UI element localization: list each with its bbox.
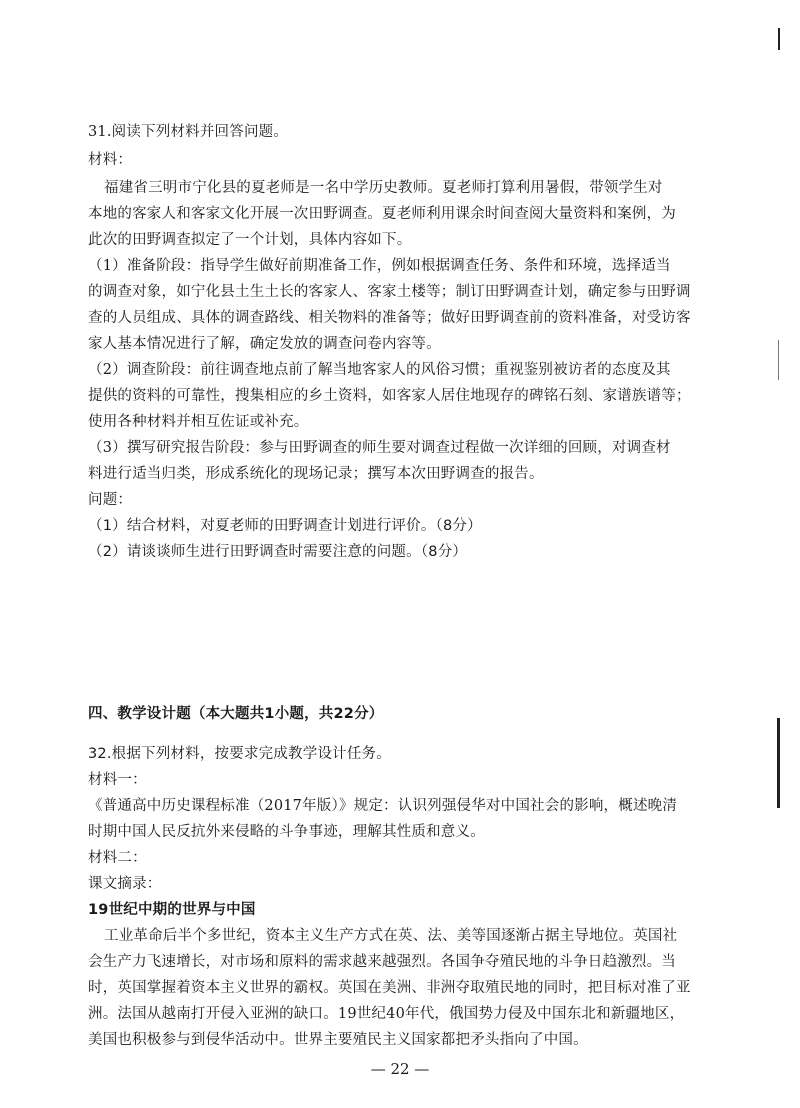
section-heading: 四、教学设计题（本大题共1小题，共22分）	[88, 706, 384, 722]
q32-excerpt-line2: 会生产力飞速增长，对市场和原料的需求越来越强烈。各国争夺殖民地的斗争日趋激烈。当	[88, 954, 676, 970]
q32-material1-label: 材料一：	[88, 772, 147, 788]
q31-stage1-line4: 家人基本情况进行了解，确定发放的调查问卷内容等。	[88, 336, 441, 352]
scan-mark-middle	[778, 340, 779, 380]
q31-para1-line2: 本地的客家人和客家文化开展一次田野调查。夏老师利用课余时间查阅大量资料和案例，为	[88, 206, 676, 222]
q31-para1-line3: 此次的田野调查拟定了一个计划，具体内容如下。	[88, 232, 412, 248]
q31-question-2: （2）请谈谈师生进行田野调查时需要注意的问题。（8分）	[88, 544, 468, 560]
q31-title: 31.阅读下列材料并回答问题。	[88, 124, 289, 140]
q31-stage1-line1: （1）准备阶段：指导学生做好前期准备工作，例如根据调查任务、条件和环境，选择适当	[88, 258, 671, 274]
q31-stage2-line2: 提供的资料的可靠性，搜集相应的乡土资料，如客家人居住地现存的碑铭石刻、家谱族谱等；	[88, 388, 691, 404]
q32-material1-line1: 《普通高中历史课程标准（2017年版）》规定：认识列强侵华对中国社会的影响，概述晚清	[88, 798, 678, 814]
q32-excerpt-label: 课文摘录：	[88, 876, 162, 892]
page-number: — 22 —	[370, 1060, 430, 1078]
q31-material-label: 材料：	[88, 152, 133, 168]
q32-material2-label: 材料二：	[88, 850, 147, 866]
q31-stage2-line1: （2）调查阶段：前往调查地点前了解当地客家人的风俗习惯；重视鉴别被访者的态度及其	[88, 362, 671, 378]
q32-material1-line2: 时期中国人民反抗外来侵略的斗争事迹，理解其性质和意义。	[88, 824, 485, 840]
q31-stage3-line2: 料进行适当归类，形成系统化的现场记录；撰写本次田野调查的报告。	[88, 466, 544, 482]
q32-excerpt-line5: 美国也积极参与到侵华活动中。世界主要殖民主义国家都把矛头指向了中国。	[88, 1032, 588, 1048]
q31-stage3-line1: （3）撰写研究报告阶段：参与田野调查的师生要对调查过程做一次详细的回顾，对调查材	[88, 440, 671, 456]
q31-stage1-line2: 的调查对象，如宁化县土生土长的客家人、客家土楼等；制订田野调查计划，确定参与田野调	[88, 284, 691, 300]
q32-excerpt-line3: 时，英国掌握着资本主义世界的霸权。英国在美洲、非洲夺取殖民地的同时，把目标对准了亚	[88, 980, 691, 996]
scan-mark-top	[778, 28, 780, 50]
q31-para1-line1: 福建省三明市宁化县的夏老师是一名中学历史教师。夏老师打算利用暑假，带领学生对	[104, 180, 663, 196]
scan-mark-lower	[777, 718, 780, 808]
q32-excerpt-line4: 洲。法国从越南打开侵入亚洲的缺口。19世纪40年代，俄国势力侵及中国东北和新疆地区，	[88, 1006, 685, 1022]
q31-stage2-line3: 使用各种材料并相互佐证或补充。	[88, 414, 309, 430]
q31-question-1: （1）结合材料，对夏老师的田野调查计划进行评价。（8分）	[88, 518, 482, 534]
q31-stage1-line3: 查的人员组成、具体的调查路线、相关物料的准备等；做好田野调查前的资料准备，对受访客	[88, 310, 691, 326]
q31-question-label: 问题：	[88, 492, 133, 508]
q32-title: 32.根据下列材料，按要求完成教学设计任务。	[88, 746, 391, 762]
q32-excerpt-title: 19世纪中期的世界与中国	[88, 902, 256, 918]
q32-excerpt-line1: 工业革命后半个多世纪，资本主义生产方式在英、法、美等国逐渐占据主导地位。英国社	[104, 928, 678, 944]
